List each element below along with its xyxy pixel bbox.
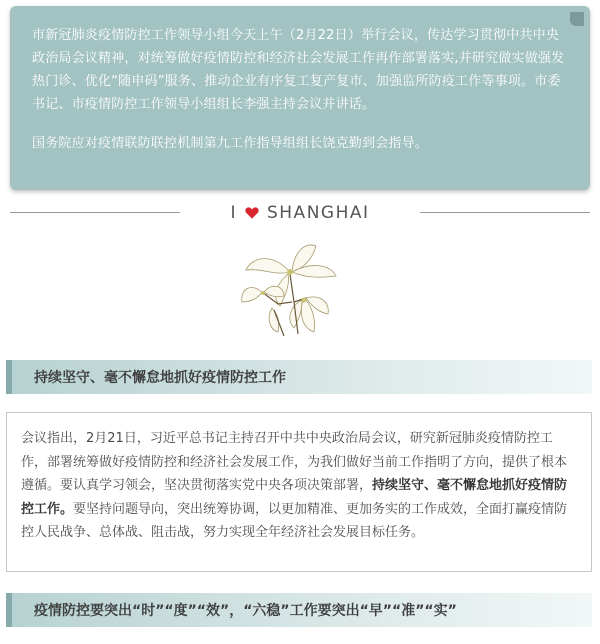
intro-summary-card bbox=[10, 6, 590, 190]
body-paragraph-box bbox=[6, 412, 592, 572]
brand-word-i: I bbox=[230, 203, 237, 223]
i-love-shanghai-banner bbox=[180, 200, 420, 226]
intro-paragraph-1: 市新冠肺炎疫情防控工作领导小组今天上午（2月22日）举行会议，传达学习贯彻中共中央政治局会议精神，对统筹做好疫情防控和经济社会发展工作再作部署落实,并研究做实做强发热门诊、优化“随申码”服务、推动企业有序复工复产复市、加强监所防疫工作等事项。市委书记、市疫情防控工作领导小组组长李强主持会议并讲话。 bbox=[32, 28, 565, 112]
magnolia-illustration bbox=[232, 232, 352, 342]
section-heading-2-text: 疫情防控要突出“时”“度”“效”，“六稳”工作要突出“早”“准”“实” bbox=[34, 603, 457, 619]
body-paragraph bbox=[21, 427, 577, 545]
intro-paragraph-2: 国务院应对疫情联防联控机制第九工作指导组组长饶克勤到会指导。 bbox=[32, 136, 429, 151]
section-heading-1-text: 持续坚守、毫不懈怠地抓好疫情防控工作 bbox=[34, 370, 286, 386]
heart-icon bbox=[245, 206, 259, 220]
body-paragraph-bold: 持续坚守、毫不懈怠地抓好疫情防控工作。 bbox=[21, 478, 568, 517]
brand-word-shanghai: SHANGHAI bbox=[266, 203, 370, 223]
body-paragraph-lead: 会议指出，2月21日，习近平总书记主持召开中共中央政治局会议，研究新冠肺炎疫情防控工作，部署统筹做好疫情防控和经济社会发展工作，为我们做好当前工作指明了方向，提供了根本遵循。要认真学习领会，坚决贯彻落实党中央各项决策部署， bbox=[21, 431, 568, 493]
section-heading-1 bbox=[6, 360, 592, 394]
body-paragraph-tail: 要坚持问题导向，突出统筹协调，以更加精准、更加务实的工作成效，全面打赢疫情防控人民战争、总体战、阻击战，努力实现全年经济社会发展目标任务。 bbox=[21, 501, 568, 540]
section-heading-2 bbox=[6, 593, 592, 627]
card-fold-corner bbox=[570, 12, 584, 26]
